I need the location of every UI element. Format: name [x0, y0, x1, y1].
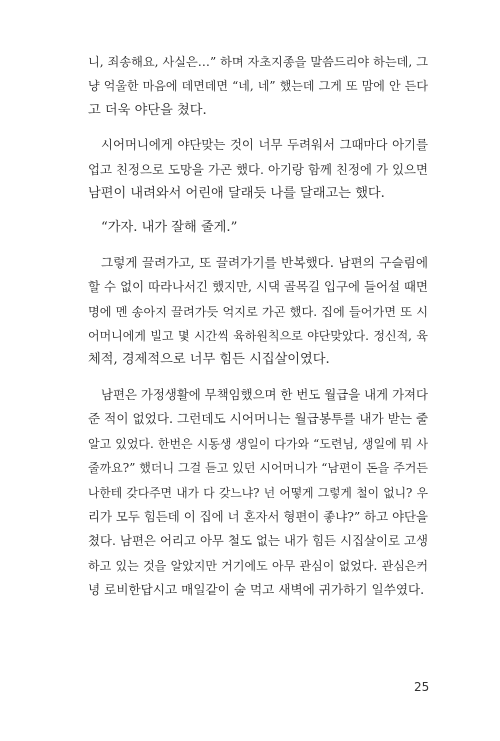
- text-line: 알고 있었다. 한번은 시동생 생일이 다가와 “도련님, 생일에 뭐 사: [88, 436, 428, 451]
- text-line: 준 적이 없었다. 그런데도 시어머니는 월급봉투를 내가 받는 줄: [88, 411, 429, 427]
- text-line: 그렇게 끌려가고, 또 끌려가기를 반복했다. 남편의 구슬림에: [101, 254, 428, 270]
- text-line: 업고 친정으로 도망을 가곤 했다. 아기랑 함께 친정에 가 있으면: [88, 161, 428, 177]
- paragraph-1: [88, 50, 428, 123]
- text-line: 쳤다. 남편은 어리고 아무 철도 없는 내가 힘든 시집살이로 고생: [88, 533, 428, 549]
- paragraph-2: [88, 133, 428, 206]
- text-line: 고 더욱 야단을 쳤다.: [88, 102, 207, 118]
- text-line: 어머니에게 빌고 몇 시간씩 육하원칙으로 야단맞았다. 정신적, 육: [88, 329, 428, 344]
- page-body: [88, 50, 428, 603]
- paragraph-4: [88, 251, 428, 373]
- text-line: 리가 모두 힘든데 이 집에 너 혼자서 형편이 좋냐?” 하고 야단을: [88, 508, 428, 524]
- text-line: 하고 있는 것을 알았지만 거기에도 아무 관심이 없었다. 관심은커: [88, 558, 428, 573]
- text-line: 할 수 없이 따라나서긴 했지만, 시댁 골목길 입구에 들어설 때면: [88, 279, 428, 295]
- text-line: 체적, 경제적으로 너무 힘든 시집살이였다.: [88, 352, 330, 368]
- paragraph-3-dialogue: [88, 216, 428, 240]
- text-line: “가자. 내가 잘해 줄게.”: [101, 220, 238, 236]
- text-line: 냥 억울한 마음에 데면데면 “네, 네” 했는데 그게 또 맘에 안 든다: [88, 79, 428, 94]
- text-line: 줄까요?” 했더니 그걸 듣고 있던 시어머니가 “남편이 돈을 주거든: [88, 461, 428, 476]
- text-line: 남편이 내려와서 어린애 달래듯 나를 달래고는 했다.: [88, 186, 385, 202]
- page-number: 25: [414, 680, 430, 694]
- text-line: 시어머니에게 야단맞는 것이 너무 두려워서 그때마다 아기를: [101, 137, 428, 153]
- text-line: 니, 죄송해요, 사실은…” 하며 자초지종을 말씀드리야 하는데, 그: [88, 55, 428, 69]
- text-line: 녕 로비한답시고 매일같이 술 먹고 새벽에 귀가하기 일쑤였다.: [88, 582, 425, 598]
- text-line: 명에 멘 송아지 끌려가듯 억지로 가곤 했다. 집에 들어가면 또 시: [88, 304, 428, 319]
- paragraph-5: [88, 383, 428, 603]
- text-line: 나한테 갖다주면 내가 다 갖느냐? 넌 어떻게 그렇게 철이 없니? 우: [88, 485, 428, 500]
- text-line: 남편은 가정생활에 무책임했으며 한 번도 월급을 내게 가져다: [101, 386, 428, 402]
